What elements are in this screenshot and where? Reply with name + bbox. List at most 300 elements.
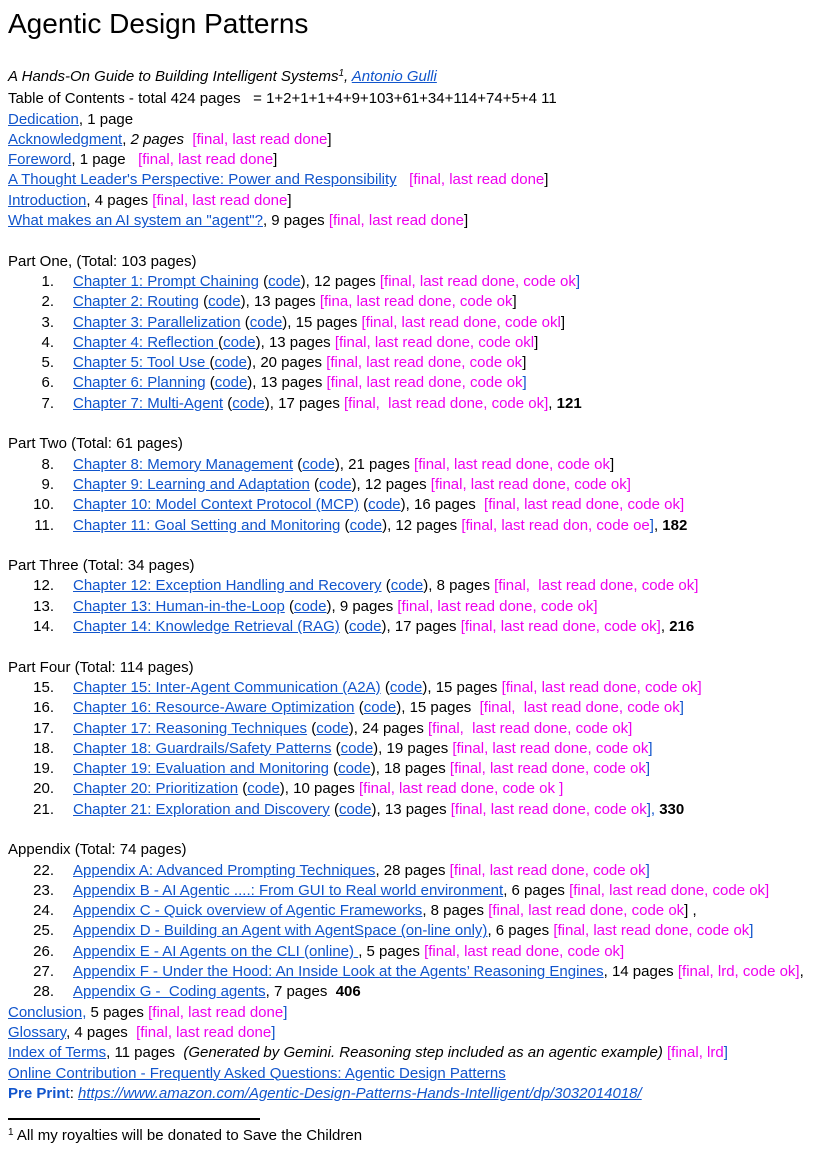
toc-item-10	[8, 495, 831, 515]
toc-item-20	[8, 779, 831, 799]
text-segment: 2 pages	[130, 130, 184, 148]
code-link[interactable]: code	[319, 475, 352, 493]
toc-item-15	[8, 678, 831, 698]
text-segment: [final, last read done, code okl	[334, 333, 535, 351]
text-segment: [fina, last read done, code ok	[319, 293, 513, 311]
text-segment	[397, 171, 410, 188]
back-matter	[8, 1003, 831, 1104]
item-number: 21.	[33, 800, 54, 818]
toc-item-19	[8, 759, 831, 779]
text-segment: 216	[669, 618, 695, 636]
text-segment: 406	[335, 983, 361, 1001]
text-segment: [final, last read done, code ok	[379, 272, 576, 290]
text-segment: ]	[560, 313, 565, 331]
text-segment: ]	[645, 760, 651, 778]
text-segment: [final, last read done	[148, 1003, 284, 1021]
text-segment: All my royalties will be donated to Save the Children	[13, 1127, 363, 1145]
toc-line-conclusion	[8, 1003, 831, 1023]
front-matter	[8, 110, 831, 232]
item-number: 2.	[41, 293, 54, 311]
text-segment: , 1 page	[71, 151, 139, 169]
text-segment: ), 15 pages	[422, 678, 502, 696]
toc-line-online-contribution	[8, 1064, 831, 1084]
toc-line-dedication	[8, 110, 831, 130]
conclusion-link[interactable]: Conclusion,	[8, 1003, 87, 1021]
item-number: 20.	[33, 780, 54, 798]
text-segment: ), 19 pages	[373, 739, 453, 757]
code-link[interactable]: code	[208, 293, 241, 311]
item-number: 19.	[33, 760, 54, 778]
toc-item-1	[8, 272, 831, 292]
item-text	[73, 719, 632, 739]
chapter-link[interactable]: Chapter 9: Learning and Adaptation	[73, 475, 310, 493]
item-number: 26.	[33, 942, 54, 960]
text-segment: , 11 pages	[106, 1044, 184, 1062]
code-link[interactable]: code	[389, 678, 423, 696]
text-segment: [final, last read done, code ok]	[501, 678, 702, 696]
text-segment: (	[218, 333, 224, 351]
text-segment: ), 17 pages	[264, 394, 344, 412]
acknowledgment-link[interactable]: Acknowledgment	[8, 130, 123, 148]
text-segment: ]	[271, 1023, 276, 1041]
dedication-link[interactable]: Dedication	[8, 110, 79, 128]
item-number: 16.	[33, 699, 54, 717]
text-segment: 182	[662, 516, 688, 534]
text-segment: (	[240, 313, 250, 331]
item-text	[73, 617, 694, 637]
what-makes-agent-link[interactable]: What makes an AI system an "agent"?	[8, 212, 263, 230]
section-header-appendix: Appendix (Total: 74 pages)	[8, 841, 187, 859]
item-number: 10.	[33, 496, 54, 514]
text-segment: ,	[122, 130, 131, 148]
text-segment: ), 15 pages	[282, 313, 362, 331]
text-segment: ,	[660, 618, 670, 636]
text-segment: (	[293, 455, 303, 473]
text-segment: (	[223, 394, 233, 412]
item-number: 1.	[41, 272, 54, 290]
text-segment: , 14 pages	[603, 963, 678, 981]
text-segment: :	[69, 1084, 79, 1102]
item-number: 4.	[41, 333, 54, 351]
item-text	[73, 455, 614, 475]
text-segment: (	[209, 354, 215, 372]
item-text	[73, 495, 684, 515]
code-link[interactable]: code	[340, 739, 374, 757]
text-segment: (	[358, 496, 369, 514]
text-segment: [final, last read done, code ok	[326, 354, 523, 372]
code-link[interactable]: code	[249, 313, 283, 331]
item-text	[73, 739, 653, 759]
item-number: 7.	[41, 394, 54, 412]
thought-leader-link[interactable]: A Thought Leader's Perspective: Power and Responsibility	[8, 171, 397, 189]
text-segment: ), 20 pages	[247, 354, 327, 372]
toc-item-25	[8, 921, 831, 941]
text-segment: t	[65, 1084, 70, 1102]
index-of-terms-link[interactable]: Index of Terms	[8, 1044, 107, 1062]
item-number: 9.	[41, 475, 54, 493]
text-segment: ), 21 pages	[334, 455, 415, 473]
text-segment: ]	[679, 699, 684, 717]
text-segment: ), 13 pages	[255, 333, 335, 351]
chapter-link[interactable]: Chapter 21: Exploration and Discovery	[73, 800, 330, 818]
text-segment: [final, last read done	[409, 171, 545, 189]
section-appendix	[8, 840, 831, 1002]
item-text	[73, 373, 527, 393]
code-link[interactable]: code	[390, 577, 424, 595]
toc-item-8	[8, 455, 831, 475]
appendix-link[interactable]: Appendix G - Coding agents	[73, 983, 266, 1001]
item-text	[73, 861, 650, 881]
text-segment: [final, last read don, code oe	[461, 516, 650, 534]
toc-item-5	[8, 353, 831, 373]
toc-line-thought-leader	[8, 170, 831, 190]
text-segment: [final, last read done, code ok]	[460, 618, 661, 636]
introduction-link[interactable]: Introduction	[8, 191, 87, 209]
text-segment: ), 24 pages	[348, 719, 428, 737]
text-segment: (	[381, 577, 391, 595]
text-segment: ), 9 pages	[326, 597, 398, 615]
item-number: 17.	[33, 719, 54, 737]
code-link[interactable]: code	[268, 272, 301, 290]
toc-item-9	[8, 475, 831, 495]
text-segment: [final, lrd, code ok]	[677, 963, 800, 981]
item-text	[73, 475, 631, 495]
item-text	[73, 962, 804, 982]
text-segment: , 8 pages	[422, 902, 489, 920]
chapter-link[interactable]: Chapter 20: Prioritization	[73, 780, 239, 798]
toc-item-12	[8, 576, 831, 596]
chapter-link[interactable]: Chapter 19: Evaluation and Monitoring	[73, 760, 329, 778]
chapter-link[interactable]: Chapter 11: Goal Setting and Monitoring	[73, 516, 341, 534]
toc-line-acknowledgment	[8, 130, 831, 150]
toc-line-foreword	[8, 150, 831, 170]
text-segment: [final, last read done, code ok	[553, 922, 750, 940]
text-segment: (	[339, 618, 349, 636]
text-segment: [final, last read done, code ok]	[494, 577, 699, 595]
text-segment: ), 8 pages	[423, 577, 495, 595]
text-segment: (	[258, 272, 269, 290]
text-segment: [final, last read done, code ok]	[430, 475, 631, 493]
text-segment: ]	[648, 739, 653, 757]
text-segment: ]	[534, 333, 539, 351]
text-segment: , 6 pages	[503, 881, 570, 899]
text-segment: (	[380, 678, 390, 696]
text-segment: ), 13 pages	[371, 800, 451, 818]
online-contribution-link[interactable]: Online Contribution - Frequently Asked Questions: Agentic Design Patterns	[8, 1064, 506, 1082]
text-segment: ] ,	[684, 902, 697, 920]
text-segment: , 9 pages	[262, 212, 329, 230]
item-text	[73, 779, 563, 799]
item-text	[73, 394, 582, 414]
item-text	[73, 292, 517, 312]
toc-item-18	[8, 739, 831, 759]
item-number: 22.	[33, 861, 54, 879]
text-segment: ]	[463, 212, 469, 230]
toc-line-introduction	[8, 191, 831, 211]
text-segment: , 5 pages	[358, 942, 425, 960]
text-segment: ), 17 pages	[381, 618, 461, 636]
chapter-link[interactable]: Chapter 16: Resource-Aware Optimization	[73, 699, 355, 717]
text-segment: ), 10 pages	[279, 780, 360, 798]
chapter-link[interactable]: Chapter 3: Parallelization	[73, 313, 241, 331]
text-segment: (	[354, 699, 364, 717]
text-segment: ,	[653, 516, 663, 534]
toc-summary-line: Table of Contents - total 424 pages = 1+2+1+1+4+9+103+61+34+114+74+5+4 11	[8, 90, 557, 108]
toc-item-17	[8, 719, 831, 739]
text-segment: [final, last read done	[328, 212, 464, 230]
chapter-link[interactable]: Chapter 14: Knowledge Retrieval (RAG)	[73, 618, 340, 636]
item-number: 12.	[33, 577, 54, 595]
chapter-link[interactable]: Chapter 5: Tool Use	[73, 354, 210, 372]
chapter-link[interactable]: Chapter 12: Exception Handling and Recovery	[73, 577, 382, 595]
item-number: 28.	[33, 983, 54, 1001]
footnote-line	[8, 1126, 831, 1148]
text-segment: ]	[287, 191, 292, 209]
toc-item-23	[8, 881, 831, 901]
toc-line-pre-print	[8, 1084, 831, 1104]
section-header-part-four: Part Four (Total: 114 pages)	[8, 658, 194, 676]
appendix-link[interactable]: Appendix A: Advanced Prompting Techniques	[73, 861, 376, 879]
appendix-link[interactable]: Appendix F - Under the Hood: An Inside Look at the Agents’ Reasoning Engines	[73, 963, 604, 981]
text-segment: ]	[610, 455, 615, 473]
text-segment: [final, last read done, code ok ]	[359, 780, 564, 798]
toc-sections	[8, 252, 831, 1003]
toc-item-6	[8, 373, 831, 393]
toc-item-21	[8, 800, 831, 820]
item-number: 5.	[41, 354, 54, 372]
text-segment: ]	[645, 861, 650, 879]
toc-item-3	[8, 313, 831, 333]
toc-line-glossary	[8, 1023, 831, 1043]
code-link[interactable]: code	[368, 496, 401, 514]
text-segment: ]	[283, 1003, 288, 1021]
chapter-link[interactable]: Chapter 6: Planning	[73, 374, 206, 392]
text-segment: (	[284, 597, 294, 615]
text-segment: [final, last read done, code ok]	[424, 942, 625, 960]
toc-line-index-of-terms	[8, 1043, 831, 1063]
chapter-link[interactable]: Chapter 4: Reflection	[73, 333, 219, 351]
chapter-link[interactable]: Chapter 18: Guardrails/Safety Patterns	[73, 739, 332, 757]
item-text	[73, 921, 753, 941]
toc-item-26	[8, 942, 831, 962]
text-segment: (	[205, 374, 215, 392]
text-segment: [final, last read done, code ok	[449, 861, 646, 879]
text-segment: , 7 pages	[265, 983, 336, 1001]
item-text	[73, 881, 769, 901]
code-link[interactable]: code	[316, 719, 349, 737]
text-segment: A Hands-On Guide to Building Intelligent Systems	[8, 68, 339, 85]
text-segment: [final, last read done, code ok	[450, 800, 647, 818]
section-header-part-three: Part Three (Total: 34 pages)	[8, 557, 195, 575]
text-segment: [final, last read done, code ok]	[344, 394, 549, 412]
text-segment: ]	[649, 516, 654, 534]
section-header-part-one: Part One, (Total: 103 pages)	[8, 252, 197, 270]
text-segment: ]	[723, 1044, 728, 1062]
item-text	[73, 516, 687, 536]
appendix-link[interactable]: Appendix E - AI Agents on the CLI (online)	[73, 942, 359, 960]
appendix-link[interactable]: Appendix C - Quick overview of Agentic Frameworks	[73, 902, 423, 920]
text-segment: [final, last read done, code ok]	[427, 719, 633, 737]
text-segment: [final, last read done, code ok]	[484, 496, 685, 514]
text-segment: ), 13 pages	[247, 374, 327, 392]
chapter-link[interactable]: Chapter 13: Human-in-the-Loop	[73, 597, 285, 615]
item-number: 6.	[41, 374, 54, 392]
item-number: 8.	[41, 455, 54, 473]
text-segment: [final, last read done, code okl	[361, 313, 561, 331]
foreword-link[interactable]: Foreword	[8, 151, 72, 169]
chapter-link[interactable]: Chapter 10: Model Context Protocol (MCP)	[73, 496, 359, 514]
item-text	[73, 901, 697, 921]
item-number: 27.	[33, 963, 54, 981]
toc-item-28	[8, 982, 831, 1002]
text-segment: ]	[512, 293, 517, 311]
text-segment: 1	[8, 1127, 14, 1139]
chapter-link[interactable]: Chapter 8: Memory Management	[73, 455, 294, 473]
text-segment: (	[307, 719, 317, 737]
code-link[interactable]: code	[223, 333, 256, 351]
text-segment: , 4 pages	[66, 1023, 137, 1041]
toc-item-24	[8, 901, 831, 921]
item-number: 25.	[33, 922, 54, 940]
text-segment: [final, last read done, code ok]	[397, 597, 598, 615]
text-segment: ]	[575, 272, 580, 290]
toc-item-14	[8, 617, 831, 637]
chapter-link[interactable]: Chapter 17: Reasoning Techniques	[73, 719, 308, 737]
item-number: 18.	[33, 739, 54, 757]
text-segment: ]	[273, 151, 278, 169]
text-segment: , 6 pages	[487, 922, 554, 940]
text-segment: [final, last read done, code ok	[449, 760, 646, 778]
item-text	[73, 759, 650, 779]
text-segment: ), 12 pages	[300, 272, 380, 290]
glossary-link[interactable]: Glossary	[8, 1023, 67, 1041]
chapter-link[interactable]: Chapter 1: Prompt Chaining	[73, 272, 259, 290]
text-segment: ,	[799, 963, 804, 981]
code-link[interactable]: code	[247, 780, 280, 798]
text-segment: (	[329, 800, 339, 818]
section-part-two	[8, 434, 831, 535]
item-number: 23.	[33, 881, 54, 899]
chapter-link[interactable]: Chapter 2: Routing	[73, 293, 199, 311]
item-text	[73, 576, 698, 596]
author-link[interactable]: Antonio Gulli	[351, 68, 437, 85]
toc-item-7	[8, 394, 831, 414]
item-number: 24.	[33, 902, 54, 920]
item-text	[73, 353, 526, 373]
code-link[interactable]: code	[338, 800, 372, 818]
text-segment: (	[238, 780, 248, 798]
text-segment: [final, lrd	[667, 1044, 724, 1062]
text-segment: ]	[749, 922, 754, 940]
code-link[interactable]: code	[302, 455, 335, 473]
text-segment: , 1 page	[78, 110, 134, 128]
item-text	[73, 597, 598, 617]
toc-item-2	[8, 292, 831, 312]
toc-line-what-makes-agent	[8, 211, 831, 231]
item-text	[73, 313, 565, 333]
text-segment: (	[340, 516, 350, 534]
code-link[interactable]: code	[293, 597, 327, 615]
text-segment: ,	[344, 68, 352, 85]
item-text	[73, 333, 538, 353]
preprint-url-link[interactable]: https://www.amazon.com/Agentic-Design-Patterns-Hands-Intelligent/dp/3032014018/	[78, 1084, 642, 1102]
code-link[interactable]: code	[214, 354, 247, 372]
code-link[interactable]: code	[214, 374, 248, 392]
toc-item-13	[8, 597, 831, 617]
appendix-link[interactable]: Appendix B - AI Agentic ....: From GUI to Real world environment	[73, 881, 504, 899]
subtitle-line	[8, 67, 831, 89]
item-number: 13.	[33, 597, 54, 615]
text-segment: ), 18 pages	[370, 760, 450, 778]
item-text	[73, 982, 361, 1002]
item-text	[73, 678, 702, 698]
chapter-link[interactable]: Chapter 7: Multi-Agent	[73, 394, 224, 412]
appendix-link[interactable]: Appendix D - Building an Agent with AgentSpace (on-line only)	[73, 922, 488, 940]
text-segment: [final, last read done, code ok]	[569, 881, 770, 899]
text-segment: ,	[548, 394, 557, 412]
text-segment: ), 12 pages	[382, 516, 462, 534]
code-link[interactable]: code	[348, 618, 382, 636]
text-segment: [final, last read done, code ok	[326, 374, 523, 392]
text-segment: ]	[522, 374, 527, 392]
footnote-divider	[8, 1118, 260, 1120]
text-segment: , 4 pages	[86, 191, 153, 209]
text-segment: ), 15 pages	[396, 699, 480, 717]
text-segment: (Generated by Gemini. Reasoning step included as an agentic example)	[183, 1044, 663, 1062]
text-segment: ), 12 pages	[351, 475, 431, 493]
text-segment: [final, last read done, code ok	[452, 739, 649, 757]
text-segment: [final, last read done, code ok	[414, 455, 610, 473]
text-segment: 5 pages	[86, 1003, 149, 1021]
text-segment: (	[331, 739, 341, 757]
code-link[interactable]: code	[232, 394, 265, 412]
item-text	[73, 698, 684, 718]
text-segment: ), 16 pages	[400, 496, 485, 514]
text-segment: , 28 pages	[375, 861, 450, 879]
text-segment: ), 13 pages	[240, 293, 320, 311]
text-segment: ],	[646, 800, 656, 818]
section-part-four	[8, 658, 831, 820]
text-segment: [final, last read done	[138, 151, 274, 169]
code-link[interactable]: code	[363, 699, 397, 717]
section-part-one	[8, 252, 831, 414]
text-segment: Pre Prin	[8, 1084, 66, 1102]
section-header-part-two: Part Two (Total: 61 pages)	[8, 435, 183, 453]
text-segment: [final, last read done	[152, 191, 288, 209]
text-segment: (	[198, 293, 209, 311]
item-number: 14.	[33, 618, 54, 636]
item-text	[73, 272, 580, 292]
page-title: Agentic Design Patterns	[8, 8, 309, 39]
toc-item-27	[8, 962, 831, 982]
text-segment: [final, last read done	[136, 1023, 272, 1041]
text-segment: ]	[327, 130, 332, 148]
code-link[interactable]: code	[338, 760, 371, 778]
text-segment: (	[329, 760, 339, 778]
chapter-link[interactable]: Chapter 15: Inter-Agent Communication (A2A)	[73, 678, 381, 696]
text-segment: 330	[659, 800, 685, 818]
toc-item-22	[8, 861, 831, 881]
subtitle	[8, 67, 831, 89]
toc-item-16	[8, 698, 831, 718]
text-segment: ]	[522, 354, 527, 372]
item-number: 11.	[34, 516, 54, 534]
code-link[interactable]: code	[349, 516, 383, 534]
footnote-text	[8, 1126, 831, 1148]
item-number: 15.	[33, 678, 54, 696]
text-segment: ]	[544, 171, 549, 189]
item-text	[73, 800, 684, 820]
